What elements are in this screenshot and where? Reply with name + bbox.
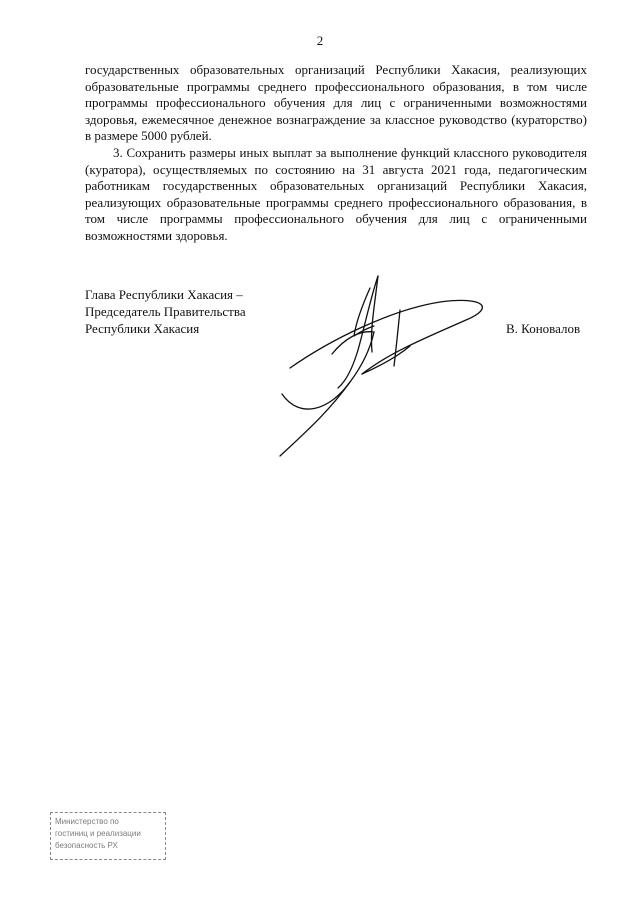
handwritten-signature	[270, 270, 500, 460]
stamp-line-2: гостиниц и реализации	[55, 829, 141, 838]
paragraph-3: 3. Сохранить размеры иных выплат за выполнение функций классного руководителя (куратора), осуществляемых по состоянию на 31 августа 2021 года, педагогическим работникам государственных образовательных организаций Республики Хакасия, реализующих образовательные программы среднего профессионального образования, в том числе программы профессионального обучения для лиц с ограниченными возможностями здоровья.	[85, 144, 587, 243]
signatory-title-line-3: Республики Хакасия	[85, 321, 200, 336]
stamp-line-1: Министерство по	[55, 817, 119, 826]
signatory-title-line-1: Глава Республики Хакасия –	[85, 287, 243, 302]
signatory-title-line-2: Председатель Правительства	[85, 304, 246, 319]
registration-stamp	[50, 812, 166, 860]
stamp-line-3: безопасность РХ	[55, 841, 118, 850]
document-body	[85, 62, 587, 245]
page-number: 2	[316, 33, 324, 48]
signer-name: В. Коновалов	[506, 321, 581, 336]
paragraph-continued: государственных образовательных организаций Республики Хакасия, реализующих образовательные программы среднего профессионального образования, в том числе программы профессионального обучения для лиц с ограниченными возможностями здоровья, ежемесячное денежное вознаграждение за классное руководство (кураторство) в размере 5000 рублей.	[85, 62, 587, 144]
